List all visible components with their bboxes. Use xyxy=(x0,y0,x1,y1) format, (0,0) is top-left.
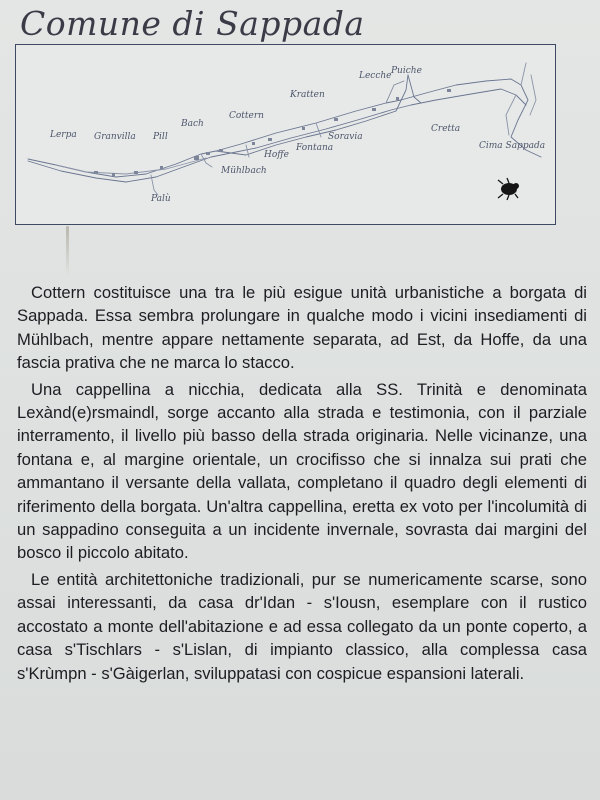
place-muhlbach: Mühlbach xyxy=(221,166,267,176)
place-hoffe: Hoffe xyxy=(264,150,289,160)
place-lecche: Lecche xyxy=(359,71,392,81)
description-text xyxy=(17,281,587,688)
place-soravia: Soravia xyxy=(328,132,363,142)
place-kratten: Kratten xyxy=(290,90,325,100)
place-palu: Palù xyxy=(151,194,171,204)
place-granvilla: Granvilla xyxy=(94,132,136,142)
paragraph-2: Una cappellina a nicchia, dedicata alla SS. Trinità e denominata Lexànd(e)rsmaindl, sorge accanto alla strada e testimonia, con il parziale interramento, il livello più basso della strada originaria. Nelle vicinanze, una fontana e, al margine orientale, un crocifisso che si innalza sui prati che ammantano il versante della vallata, completano il quadro degli elementi di riferimento della borgata. Un'altra cappellina, eretta ex voto per l'incolumità di un sappadino conseguita a un incidente invernale, sovrasta dai margini del bosco il piccolo abitato. xyxy=(17,379,587,563)
place-fontana: Fontana xyxy=(296,143,334,153)
map-drawing xyxy=(16,45,555,224)
place-bach: Bach xyxy=(181,119,204,129)
village-map xyxy=(15,44,556,225)
weather-stain xyxy=(66,226,69,276)
place-pill: Pill xyxy=(153,132,168,142)
insect-mark xyxy=(498,178,519,200)
place-cottern: Cottern xyxy=(229,111,264,121)
paragraph-1: Cottern costituisce una tra le più esigue unità urbanistiche a borgata di Sappada. Essa sembra prolungare in qualche modo i vicini insediamenti di Mühlbach, mentre appare nettamente separata, ad Est, da Hoffe, da una fascia prativa che ne marca lo stacco. xyxy=(17,283,587,373)
paragraph-3: Le entità architettoniche tradizionali, pur se numericamente scarse, sono assai interessanti, da casa dr'Idan - s'Iousn, esemplare con il rustico accostato a monte dell'abitazione e ad essa collegato da un ponte coperto, a casa s'Tischlars - s'Lislan, di impianto classico, alla complessa casa s'Krùmpn - s'Gàigerlan, sviluppatasi con cospicue espansioni laterali. xyxy=(17,569,587,683)
place-cretta: Cretta xyxy=(431,124,461,134)
page-title: Comune di Sappada xyxy=(20,4,365,43)
place-lerpa: Lerpa xyxy=(50,130,77,140)
place-puiche: Puiche xyxy=(391,66,422,76)
place-cima-sappada: Cima Sappada xyxy=(479,141,546,151)
